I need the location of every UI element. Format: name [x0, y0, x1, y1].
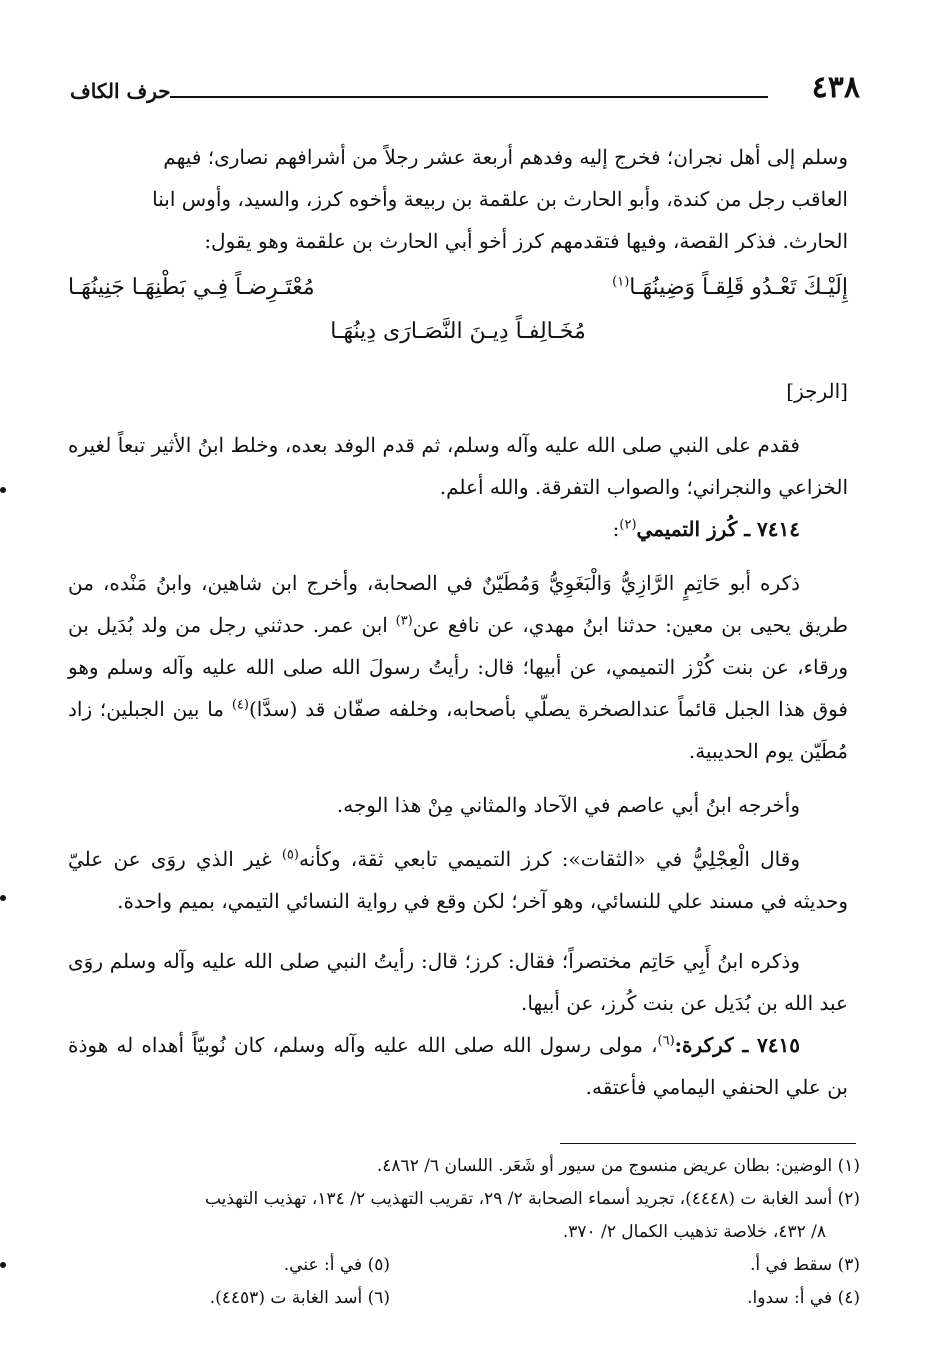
verse-hemistich-first: [612, 266, 848, 310]
footnotes: [70, 1150, 860, 1315]
paragraph: وأخرجه ابنُ أبي عاصم في الآحاد والمثاني مِنْ هذا الوجه.: [336, 793, 800, 817]
entry-colon: :: [612, 517, 620, 541]
footnote: (٣) سقط في أ.: [749, 1255, 860, 1275]
footnote-ref: (٦): [657, 1033, 675, 1049]
footnote-continuation: ٨/ ٤٣٢، خلاصة تذهيب الكمال ٢/ ٣٧٠.: [562, 1222, 826, 1242]
verse-third-line: مُخَـالِفـاً دِيـنَ النَّصَـارَى دِينُهَـا: [330, 319, 586, 344]
paragraph-text: ذكره أبو حَاتِمٍ الرَّازِيُّ وَالْبَغَوِيُّ وَمُطَيّنٌ في الصحابة، وأخرج ابن شاهين، وابنُ مَنْده، من طريق يحيى بن معين: حدثنا ابنُ مهدي، عن نافع عن: [68, 571, 849, 637]
entry-heading: [68, 508, 848, 550]
footnote: (٦) أسد الغابة ت (٤٤٥٣).: [209, 1288, 390, 1308]
footnote: (٢) أسد الغابة ت (٤٤٤٨)، تجريد أسماء الصحابة ٢/ ٢٩، تقريب التهذيب ٢/ ١٣٤، تهذيب التهذيب: [204, 1189, 860, 1209]
entry-paragraph: [68, 1024, 848, 1108]
paragraph-text: ما بين الجبلين؛ زاد مُطَيّن يوم الحديبية.: [68, 697, 848, 763]
footnote-separator: [560, 1143, 856, 1144]
paragraph: [68, 838, 848, 922]
paragraph: وذكره ابنُ أَبِي حَاتِم مختصراً؛ فقال: كرز؛ قال: رأيتُ النبي صلى الله عليه وآله وسلم روَى عبد الله بن بُدَيل عن بنت كُرز، عن أبيها.: [68, 949, 848, 1015]
binding-mark: [0, 895, 6, 901]
paragraph-text: غير الذي روَى عن عليّ وحديثه في مسند علي للنسائي، وهو آخر؛ لكن وقع في رواية النسائي التيمي، بميم واحدة.: [68, 847, 848, 913]
paragraph-line: العاقب رجل من كندة، وأبو الحارث بن علقمة بن ربيعة وأخوه كرز، والسيد، وأوس ابنا: [152, 187, 848, 211]
header-rule: [170, 96, 768, 98]
paragraph-text: وقال الْعِجْلِيُّ في «الثقات»: كرز التميمي تابعي ثقة، وكأنه: [298, 847, 800, 871]
footnote-ref: (٣): [395, 613, 413, 629]
main-text: [68, 136, 848, 1108]
footnote-ref: (٤): [231, 697, 249, 713]
footnote: (٥) في أ: عني.: [283, 1255, 390, 1275]
footnote-row: [70, 1249, 860, 1282]
footnote: (٤) في أ: سدوا.: [747, 1288, 860, 1308]
paragraph-line: وسلم إلى أهل نجران؛ فخرج إليه وفدهم أربعة عشر رجلاً من أشرافهم نصارى؛ فيهم: [163, 145, 848, 169]
footnote-ref: (٥): [281, 847, 299, 863]
footnote: (١) الوضين: بطان عريض منسوج من سيور أو شَعَر. اللسان ٦/ ٤٨٦٢.: [376, 1156, 860, 1176]
paragraph: [68, 562, 848, 772]
entry-title: ٧٤١٤ ـ كُرز التميمي: [636, 517, 800, 541]
paragraph: فقدم على النبي صلى الله عليه وآله وسلم، ثم قدم الوفد بعده، وخلط ابنُ الأثير تبعاً لغيره الخزاعي والنجراني؛ والصواب التفرقة. والله أعلم.: [68, 433, 848, 499]
footnote-ref: (١): [612, 274, 630, 290]
paragraph-text: ابن عمر. حدثني رجل من ولد بُدَيل بن ورقاء، عن بنت كُرْز التميمي، عن أبيها؛ قال: رأيتُ رسولَ الله صلى الله عليه وآله وسلم وهو فوق هذا الجبل قائماً عندالصخرة يصلّي بأصحابه، وخلفه صفّان قد (سدَّا): [68, 613, 848, 721]
page-number: ٤٣٨: [811, 70, 860, 105]
binding-mark: [0, 1262, 6, 1268]
entry-title: ٧٤١٥ ـ كركرة:: [674, 1033, 800, 1057]
poem-meter: [الرجز]: [786, 379, 848, 403]
poem-verse: [68, 266, 848, 366]
paragraph-text: ، مولى رسول الله صلى الله عليه وآله وسلم، كان نُوبيّاً أهداه له هوذة بن علي الحنفي اليمامي فأعتقه.: [68, 1033, 848, 1099]
running-title: حرف الكاف: [70, 79, 171, 103]
footnote-ref: (٢): [619, 517, 637, 533]
verse-text: إِلَيْـكَ تَعْـدُو قَلِقـاً وَضِينُهَـا: [629, 275, 848, 300]
paragraph-line: الحارث. فذكر القصة، وفيها فتقدمهم كرز أخو أبي الحارث بن علقمة وهو يقول:: [204, 229, 848, 253]
verse-hemistich-second: مُعْتَـرِضـاً فِـي بَطْنِهَـا جَنِينُهَـا: [68, 275, 315, 300]
page-header: [70, 70, 860, 110]
binding-mark: [0, 487, 6, 493]
footnote-row: [70, 1282, 860, 1315]
